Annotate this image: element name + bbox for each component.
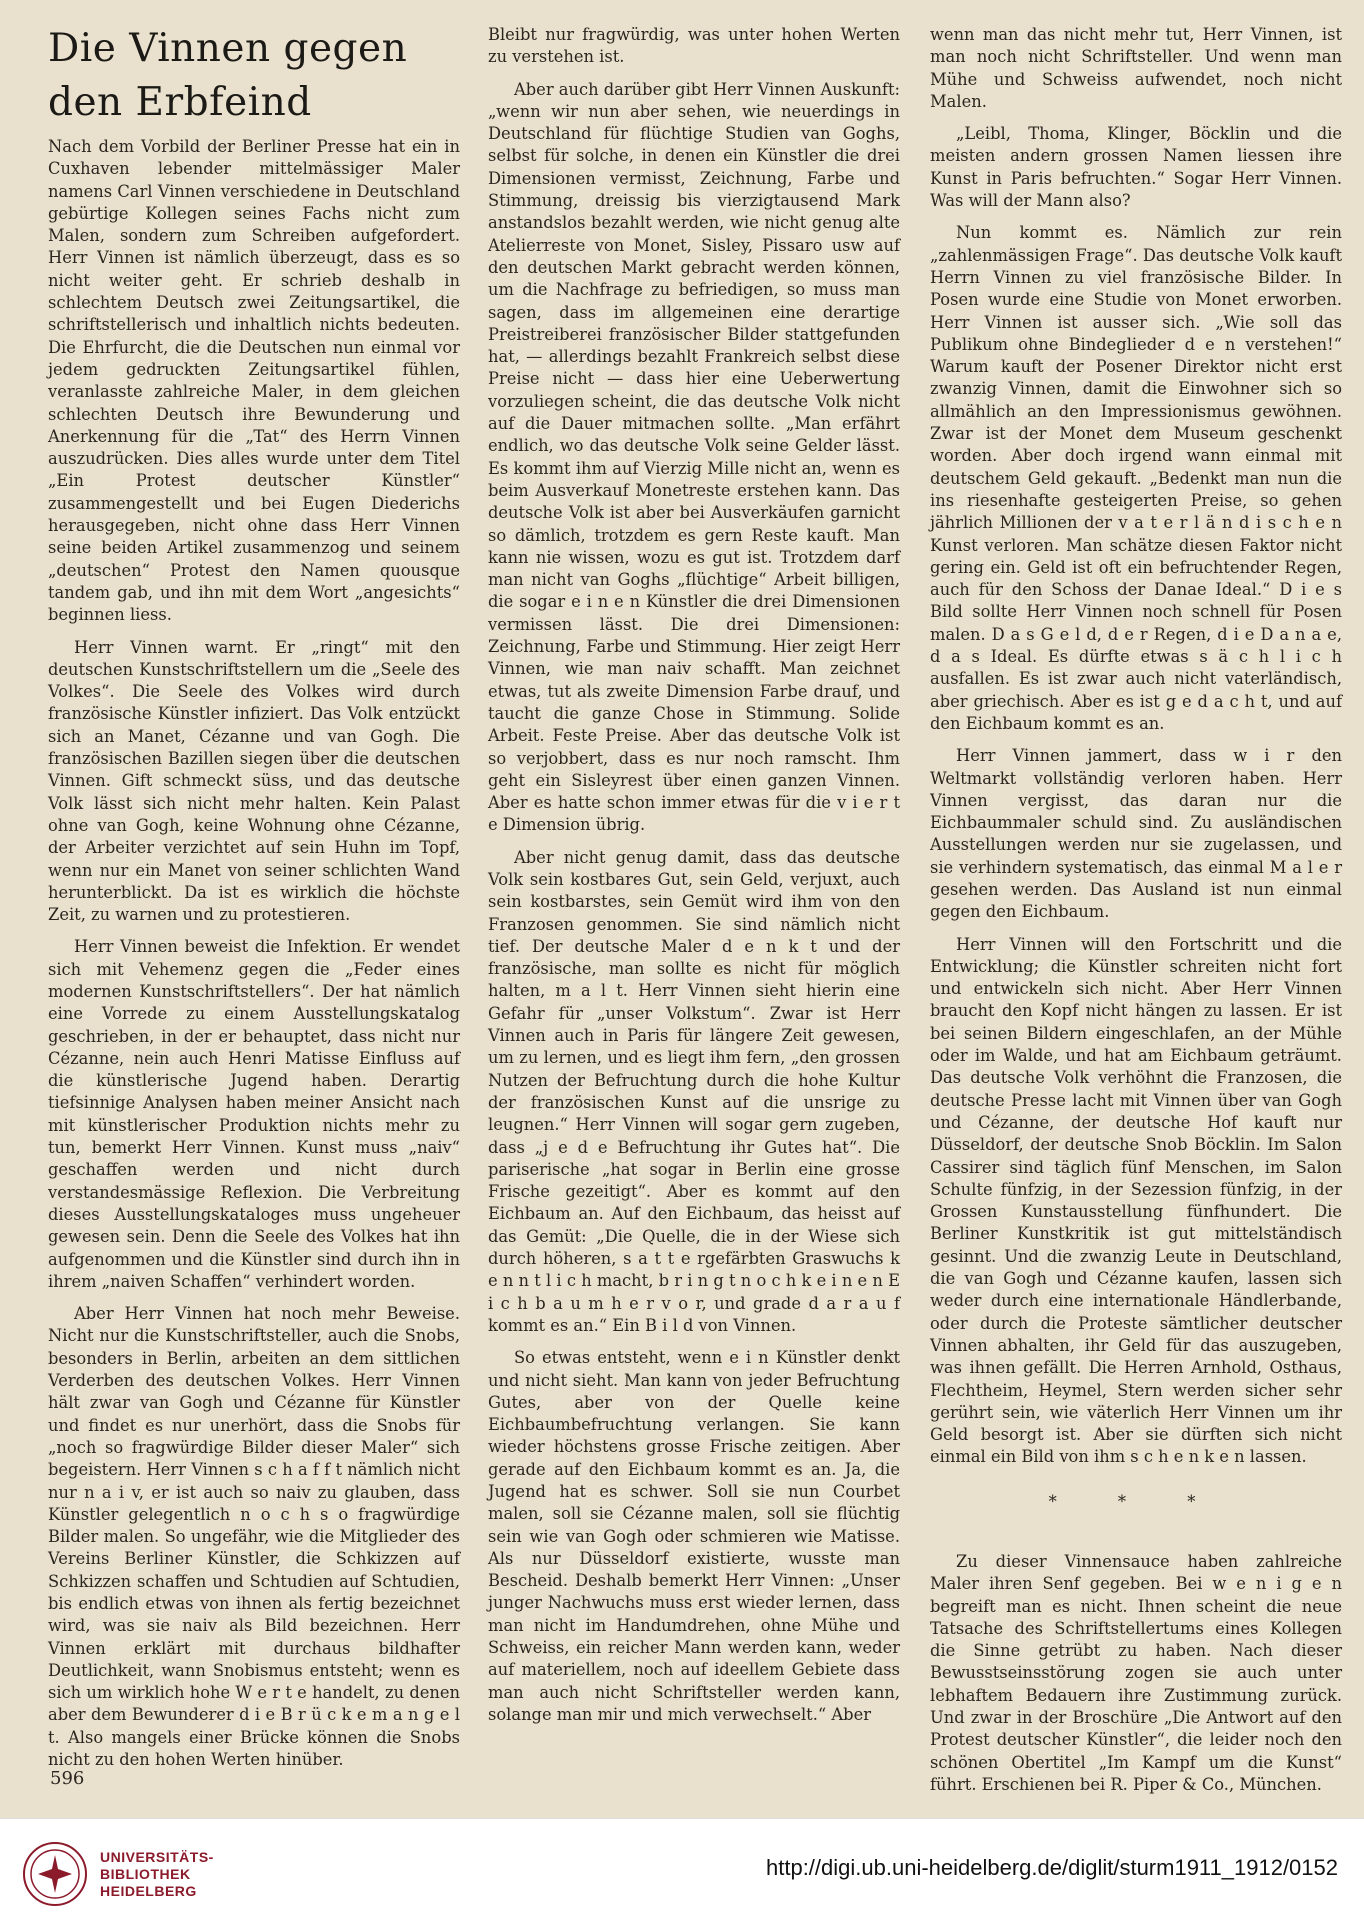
paragraph: Nun kommt es. Nämlich zur rein „zahlenmässigen Frage“. Das deutsche Volk kauft Herrn Vinnen zu viel französische Bilder. In Posen wurde eine Studie von Monet erworben. Herr Vinnen ist ausser sich. „Wie soll das Publikum ohne Bindeglieder d e n verstehen!“ Warum kauft der Posener Direktor nicht erst zwanzig Vinnen, damit die Einwohner sich so allmählich an den Impressionismus gewöhnen. Zwar ist der Monet dem Museum geschenkt worden. Aber doch irgend wann einmal mit deutschem Geld gekauft. „Bedenkt man nun die ins riesenhafte gesteigerten Preise, so gehen jährlich Millionen der v a t e r l ä n d i s c h e n Kunst verloren. Man schätze diesen Faktor nicht gering ein. Geld ist oft ein befruchtender Regen, auch für den Schoss der Danae Ideal.“ D i e s Bild sollte Herr Vinnen noch schnell für Posen malen. D a s G e l d, d e r Regen, d i e D a n a e, d a s Ideal. Es dürfte etwas s ä c h l i c h ausfallen. Es ist zwar auch nicht vaterländisch, aber griechisch. Aber es ist g e d a c h t, und auf den Eichbaum kommt es an. <box>930 223 1342 733</box>
column-3 <box>930 24 1342 1806</box>
paragraph: Aber nicht genug damit, dass das deutsche Volk sein kostbares Gut, sein Geld, verjuxt, auch sein kostbarstes, sein Gemüt wird ihm von den Franzosen genommen. Sie sind nämlich nicht tief. Der deutsche Maler d e n k t und der französische, man sollte es nicht für möglich halten, m a l t. Herr Vinnen sieht hierin eine Gefahr für „unser Volkstum“. Zwar ist Herr Vinnen auch in Paris für längere Zeit gewesen, um zu lernen, und es liegt ihm fern, „den grossen Nutzen der Befruchtung durch die hohe Kultur der französischen Kunst auf die unsrige zu leugnen.“ Herr Vinnen will sogar gern zugeben, dass „j e d e Befruchtung ihr Gutes hat“. Die pariserische „hat sogar in Berlin eine grosse Frische gezeitigt“. Aber es kommt auf den Eichbaum an. Auf den Eichbaum, das heisst auf das Gemüt: „Die Quelle, die in der Wiese sich durch höheren, s a t t e rgefärbten Graswuchs k e n n t l i c h macht, b r i n g t n o c h k e i n e n E i c h b a u m h e r v o r, und grade d a r a u f kommt es an.“ Ein B i l d von Vinnen. <box>488 847 900 1335</box>
article-title: Die Vinnen gegen den Erbfeind <box>48 26 408 125</box>
section-separator: * * * <box>1048 1491 1224 1511</box>
paragraph: Nach dem Vorbild der Berliner Presse hat ein in Cuxhaven lebender mittelmässiger Maler namens Carl Vinnen verschiedene in Deutschland gebürtige Kollegen seines Fachs nicht zum Malen, sondern zum Schreiben aufgefordert. Herr Vinnen ist nämlich überzeugt, dass es so nicht weiter geht. Er schrieb deshalb in schlechtem Deutsch zwei Zeitungsartikel, die schriftstellerisch und inhaltlich nichts bedeuten. Die Ehrfurcht, die die Deutschen nun einmal vor jedem gedruckten Zeitungsartikel fühlen, veranlasste zahlreiche Maler, in dem gleichen schlechten Deutsch ihre Bewunderung und Anerkennung für die „Tat“ des Herrn Vinnen auszudrücken. Dies alles wurde unter dem Titel „Ein Protest deutscher Künstler“ zusammengestellt und bei Eugen Diederichs herausgegeben, nicht ohne dass Herr Vinnen seine beiden Artikel zusammenzog und seinem „deutschen“ Protest den Namen quousque tandem gab, und ihn mit dem Wort „angesichts“ beginnen liess. <box>48 137 460 625</box>
logo-line: UNIVERSITÄTS- <box>100 1849 214 1865</box>
paragraph: wenn man das nicht mehr tut, Herr Vinnen, ist man noch nicht Schriftsteller. Und wenn man Mühe und Schweiss aufwendet, noch nicht Malen. <box>930 25 1342 111</box>
logo-line: BIBLIOTHEK <box>100 1866 191 1882</box>
paragraph: Herr Vinnen will den Fortschritt und die Entwicklung; die Künstler schreiten nicht fort und entwickeln sich nicht. Aber Herr Vinnen braucht den Kopf nicht hängen zu lassen. Er ist bei seinen Bildern eingeschlafen, an der Mühle oder im Walde, und hat am Eichbaum geträumt. Das deutsche Volk verhöhnt die Franzosen, die deutsche Presse lacht mit Vinnen über van Gogh und Cézanne, der deutsche Hof kauft nur Düsseldorf, der deutsche Snob Böcklin. Im Salon Cassirer sind täglich fünf Menschen, im Salon Schulte fünfzig, in der Sezession fünfzig, in der Grossen Kunstausstellung fünfhundert. Die Berliner Kunstkritik ist gut mittelständisch gesinnt. Und die zwanzig Leute in Deutschland, die van Gogh und Cézanne kaufen, lassen sich weder durch eine internationale Händlerbande, oder durch die Proteste sämtlicher deutscher Vinnen abhalten, ihr Geld für das auszugeben, was ihnen gefällt. Die Herren Arnhold, Osthaus, Flechtheim, Heymel, Stern werden sicher sehr gerührt sein, wie väterlich Herr Vinnen um ihr Geld besorgt ist. Aber sie dürften sich nicht einmal ein Bild von ihm s c h e n k e n lassen. <box>930 934 1342 1467</box>
paragraph: Herr Vinnen warnt. Er „ringt“ mit den deutschen Kunstschriftstellern um die „Seele des Volkes“. Die Seele des Volkes wird durch französische Künstler infiziert. Das Volk entzückt sich an Manet, Cézanne und van Gogh. Die französischen Bazillen siegen über die deutschen Vinnen. Gift schmeckt süss, und das deutsche Volk lässt sich nicht mehr halten. Kein Palast ohne van Gogh, keine Wohnung ohne Cézanne, der Arbeiter verzichtet auf sein Huhn im Topf, wenn nur ein Manet von seiner schlichten Wand herunterblickt. Da ist es wirklich die höchste Zeit, zu warnen und zu protestieren. <box>48 637 460 925</box>
paragraph: Herr Vinnen jammert, dass w i r den Weltmarkt vollständig verloren haben. Herr Vinnen vergisst, das daran nur die Eichbaummaler schuld sind. Zu ausländischen Ausstellungen werden nur sie zugelassen, und sie verhindern systematisch, das einmal M a l e r gesehen werden. Das Ausland ist nun einmal gegen den Eichbaum. <box>930 746 1342 922</box>
paragraph: Aber auch darüber gibt Herr Vinnen Auskunft: „wenn wir nun aber sehen, wie neuerdings in Deutschland für flüchtige Studien van Goghs, selbst für solche, in denen ein Künstler die drei Dimensionen vermisst, Zeichnung, Farbe und Stimmung, dreissig bis vierzigtausend Mark anstandslos bezahlt werden, wie nicht genug alte Atelierreste von Monet, Sisley, Pissaro usw auf den deutschen Markt gebracht werden können, um die Nachfrage zu befriedigen, so muss man sagen, dass im allgemeinen eine derartige Preistreiberei französischer Bilder stattgefunden hat, — allerdings bezahlt Frankreich selbst diese Preise nicht — dass hier eine Ueberwertung vorzuliegen scheint, die das deutsche Volk nicht auf die Dauer mitmachen sollte. „Man erfährt endlich, wo das deutsche Volk seine Gelder lässt. Es kommt ihm auf Vierzig Mille nicht an, wenn es beim Ausverkauf Monetreste erstehen kann. Das deutsche Volk ist aber bei Ausverkäufen garnicht so dämlich, trotzdem es gern Reste kauft. Man kann nie wissen, wozu es gut ist. Trotzdem darf man nicht van Goghs „flüchtige“ Arbeit billigen, die sogar e i n e n Künstler die drei Dimensionen vermissen lässt. Die drei Dimensionen: Zeichnung, Farbe und Stimmung. Hier zeigt Herr Vinnen, wie man naiv schafft. Man zeichnet etwas, tut als zweite Dimension Farbe drauf, und taucht die ganze Chose in Stimmung. Solide Arbeit. Feste Preise. Aber das deutsche Volk ist so verjobbert, dass es nur noch ramscht. Ihm geht ein Sisleyrest über einen ganzen Vinnen. Aber es hatte schon immer etwas für die v i e r t e Dimension übrig. <box>488 79 900 835</box>
paragraph: Aber Herr Vinnen hat noch mehr Beweise. Nicht nur die Kunstschriftsteller, auch die Snobs, besonders in Berlin, arbeiten an dem sittlichen Verderben des deutschen Volkes. Herr Vinnen hält zwar van Gogh und Cézanne für Künstler und findet es nur unerhört, dass die Snobs für „noch so fragwürdige Bilder dieser Maler“ sich begeistern. Herr Vinnen s c h a f f t nämlich nicht nur n a i v, er ist auch so naiv zu glauben, dass Künstler gelegentlich n o c h s o fragwürdige Bilder malen. So ungefähr, wie die Mitglieder des Vereins Berliner Künstler, die Schkizzen auf Schkizzen schaffen und Schtudien auf Schtudien, bis endlich etwas von ihnen als fertig bezeichnet wird, was sie naiv als Bild bezeichnen. Herr Vinnen erklärt mit durchaus bildhafter Deutlichkeit, wann Snobismus entsteht; wenn es sich um wirklich hohe W e r t e handelt, zu denen aber dem Bewunderer d i e B r ü c k e m a n g e l t. Also mangels einer Brücke können die Snobs nicht zu den hohen Werten hinüber. <box>48 1304 460 1770</box>
library-logo-text <box>100 1849 214 1900</box>
logo-line: HEIDELBERG <box>100 1883 197 1899</box>
paragraph: Bleibt nur fragwürdig, was unter hohen Werten zu verstehen ist. <box>488 25 900 67</box>
library-footer <box>0 1818 1364 1922</box>
column-1 <box>48 136 460 1781</box>
paragraph: Zu dieser Vinnensauce haben zahlreiche Maler ihren Senf gegeben. Bei w e n i g e n begreift man es nicht. Ihnen scheint die neue Tatsache des Schriftstellertums eines Kollegen die Sinne getrübt zu haben. Nach dieser Bewusstseinsstörung zogen sie auch unter lebhaftem Bedauern ihre Zustimmung zurück. Und zwar in der Broschüre „Die Antwort auf den Protest deutscher Künstler“, die leider noch den schönen Obertitel „Im Kampf um die Kunst“ führt. Erschienen bei R. Piper & Co., München. <box>930 1552 1342 1794</box>
page-number: 596 <box>50 1768 85 1789</box>
paragraph: So etwas entsteht, wenn e i n Künstler denkt und nicht sieht. Man kann von jeder Befruchtung Gutes, aber von der Quelle keine Eichbaumbefruchtung verlangen. Sie kann wieder höchstens grosse Frische zeitigen. Aber gerade auf den Eichbaum kommt es an. Ja, die Jugend hat es schwer. Soll sie nun Courbet malen, soll sie Cézanne malen, soll sie flüchtig sein wie van Gogh oder schmieren wie Matisse. Als nur Düsseldorf existierte, wusste man Bescheid. Deshalb bemerkt Herr Vinnen: „Unser junger Nachwuchs muss erst wieder lernen, dass man nicht im Handumdrehen, ohne Mühe und Schweiss, ein reicher Mann werden kann, weder auf materiellem, noch auf ideellem Gebiete dass man auch nicht Schriftsteller werden kann, solange man mir und mich verwechselt.“ Aber <box>488 1348 900 1724</box>
paragraph: Herr Vinnen beweist die Infektion. Er wendet sich mit Vehemenz gegen die „Feder eines modernen Kunstschriftstellers“. Der hat nämlich eine Vorrede zu einem Ausstellungskatalog geschrieben, in der er behauptet, dass nicht nur Cézanne, nein auch Henri Matisse Einfluss auf die künstlerische Jugend haben. Derartig tiefsinnige Analysen haben meiner Ansicht nach mit künstlerischer Produktion nichts mehr zu tun, bemerkt Herr Vinnen. Kunst muss „naiv“ geschaffen werden und nicht durch verstandesmässige Reflexion. Die Verbreitung dieses Ausstellungskataloges muss ungeheuer gewesen sein. Denn die Seele des Volkes hat ihn aufgenommen und die Künstler sind durch ihn in ihrem „naiven Schaffen“ verhindert worden. <box>48 937 460 1291</box>
source-url-link[interactable]: http://digi.ub.uni-heidelberg.de/diglit/sturm1911_1912/0152 <box>766 1855 1338 1880</box>
column-2 <box>488 24 900 1736</box>
university-seal-icon <box>22 1841 88 1907</box>
paragraph: „Leibl, Thoma, Klinger, Böcklin und die meisten andern grossen Namen liessen ihre Kunst in Paris befruchten.“ Sogar Herr Vinnen. Was will der Mann also? <box>930 124 1342 211</box>
